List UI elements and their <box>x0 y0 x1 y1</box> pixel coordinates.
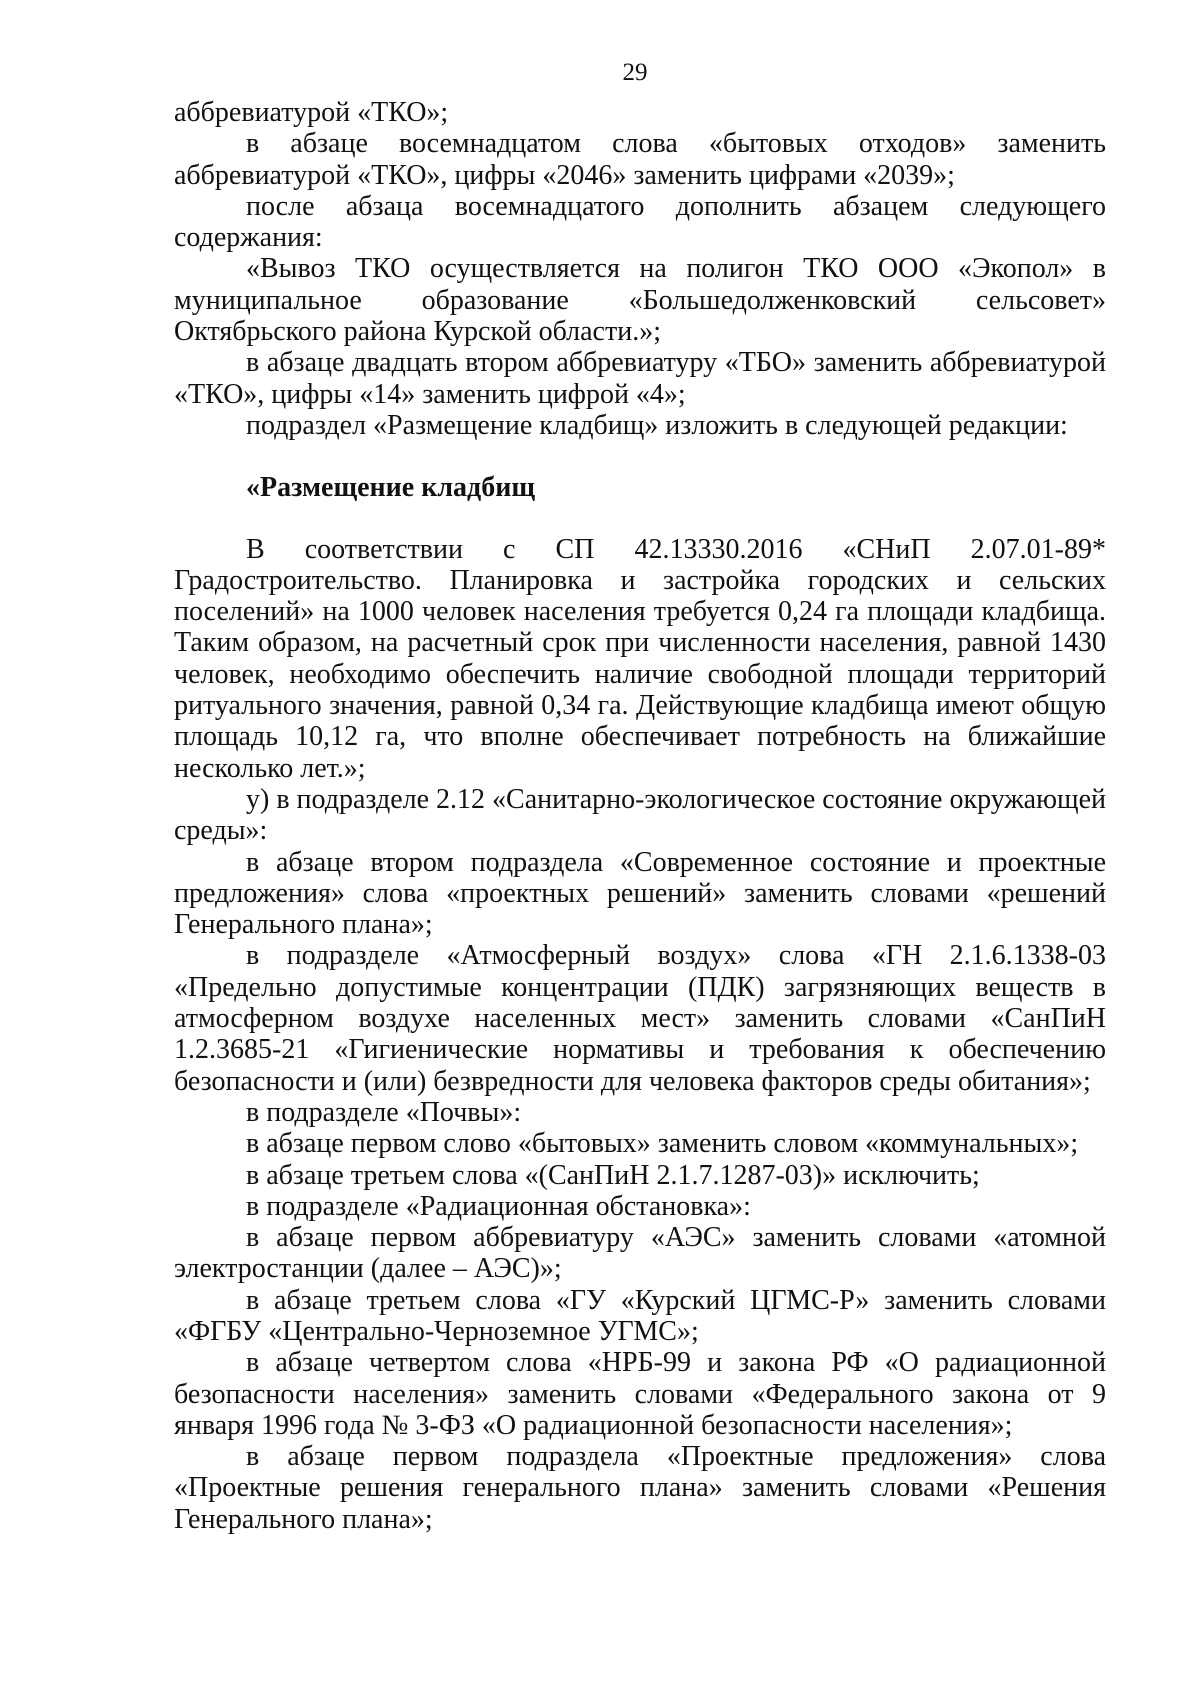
paragraph: в абзаце первом аббревиатуру «АЭС» заменить словами «атомной электростанции (далее – АЭС)»; <box>174 1222 1106 1285</box>
paragraph: в подразделе «Атмосферный воздух» слова «ГН 2.1.6.1338-03 «Предельно допустимые концентрации (ПДК) загрязняющих веществ в атмосферном воздухе населенных мест» заменить словами «СанПиН 1.2.3685-21 «Гигиенические нормативы и требования к обеспечению безопасности и (или) безвредности для человека факторов среды обитания»; <box>174 940 1106 1097</box>
spacer <box>174 441 1106 472</box>
paragraph-continuation: аббревиатурой «ТКО»; <box>174 97 449 128</box>
paragraph: в абзаце третьем слова «ГУ «Курский ЦГМС-Р» заменить словами «ФГБУ «Центрально-Черноземное УГМС»; <box>174 1284 1106 1347</box>
paragraph: подраздел «Размещение кладбищ» изложить в следующей редакции: <box>246 409 1068 441</box>
paragraphs-before-heading <box>174 97 1106 441</box>
paragraph: после абзаца восемнадцатого дополнить абзацем следующего содержания: <box>174 190 1106 254</box>
paragraph: в подразделе «Почвы»: <box>246 1096 522 1128</box>
paragraph: в абзаце втором подраздела «Современное состояние и проектные предложения» слова «проектных решений» заменить словами «решений Генерального плана»; <box>174 846 1106 941</box>
page-number: 29 <box>622 59 648 86</box>
paragraph: в абзаце восемнадцатом слова «бытовых отходов» заменить аббревиатурой «ТКО», цифры «2046» заменить цифрами «2039»; <box>174 128 1106 191</box>
paragraph: у) в подразделе 2.12 «Санитарно-экологическое состояние окружающей среды»: <box>174 783 1106 847</box>
spacer <box>174 504 1106 534</box>
paragraph: В соответствии с СП 42.13330.2016 «СНиП 2.07.01-89* Градостроительство. Планировка и застройка городских и сельских поселений» на 1000 человек населения требуется 0,24 га площади кладбища. Таким образом, на расчетный срок при численности населения, равной 1430 человек, необходимо обеспечить наличие свободной площади территорий ритуального значения, равной 0,34 га. Действующие кладбища имеют общую площадь 10,12 га, что вполне обеспечивает потребность на ближайшие несколько лет.»; <box>174 533 1106 784</box>
section-heading: «Размещение кладбищ <box>246 472 535 504</box>
paragraph: в абзаце двадцать втором аббревиатуру «ТБО» заменить аббревиатурой «ТКО», цифры «14» заменить цифрой «4»; <box>174 347 1106 410</box>
paragraph: в абзаце первом подраздела «Проектные предложения» слова «Проектные решения генерального плана» заменить словами «Решения Генерального плана»; <box>174 1441 1106 1535</box>
paragraph: в абзаце третьем слова «(СанПиН 2.1.7.1287-03)» исключить; <box>246 1159 980 1191</box>
paragraph: «Вывоз ТКО осуществляется на полигон ТКО ООО «Экопол» в муниципальное образование «Большедолженковский сельсовет» Октябрьского района Курской области.»; <box>174 253 1106 348</box>
document-body <box>174 97 1106 1535</box>
paragraph: в абзаце четвертом слова «НРБ-99 и закона РФ «О радиационной безопасности населения» заменить словами «Федерального закона от 9 января 1996 года № 3-ФЗ «О радиационной безопасности населения»; <box>174 1347 1106 1441</box>
paragraph: в подразделе «Радиационная обстановка»: <box>246 1190 751 1222</box>
paragraph: в абзаце первом слово «бытовых» заменить словом «коммунальных»; <box>246 1128 1079 1160</box>
paragraphs-after-heading <box>174 534 1106 1536</box>
